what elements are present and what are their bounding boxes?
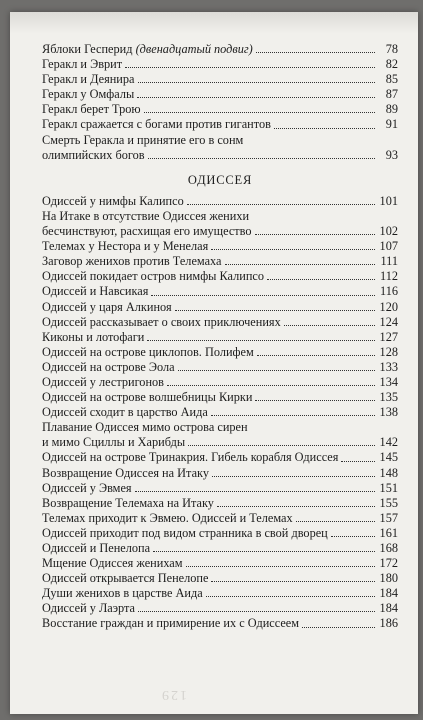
dot-leader [274, 128, 375, 129]
toc-entry [42, 42, 398, 57]
dot-leader [151, 295, 375, 296]
toc-entry-title-text: Геракл берет Трою [42, 102, 141, 117]
toc-entry [42, 496, 398, 511]
toc-entry-page: 89 [385, 102, 398, 117]
toc-entry-page: 82 [385, 57, 398, 72]
table-of-contents [42, 42, 398, 632]
dot-leader [153, 551, 375, 552]
toc-entry-title-text: Мщение Одиссея женихам [42, 556, 183, 571]
dot-leader [167, 385, 375, 386]
dot-leader [175, 310, 375, 311]
toc-entry-page: 112 [380, 269, 398, 284]
toc-entry-title [42, 87, 134, 102]
toc-entry-title-text: Одиссей сходит в царство Аида [42, 405, 208, 420]
toc-entry [42, 571, 398, 586]
toc-entry [42, 87, 398, 102]
toc-entry-page: 180 [379, 571, 398, 586]
dot-leader [138, 82, 376, 83]
dot-leader [137, 97, 375, 98]
dot-leader [255, 400, 375, 401]
toc-entry-title-text: Одиссей у Эвмея [42, 480, 132, 495]
toc-entry-page: 186 [379, 616, 398, 631]
toc-entry [42, 375, 398, 390]
toc-entry-page: 151 [379, 480, 398, 495]
toc-entry-title [42, 511, 293, 526]
toc-entry-title-text: Одиссей приходит под видом странника в свой дворец [42, 525, 328, 540]
toc-entry [42, 194, 398, 209]
toc-entry [42, 133, 398, 163]
toc-entry-title [42, 330, 144, 345]
toc-entry-title [42, 450, 338, 465]
toc-entry-title [42, 481, 132, 496]
toc-entry-title [42, 375, 164, 390]
page-top-shadow [10, 12, 418, 34]
dot-leader [138, 611, 375, 612]
toc-entry-title [42, 57, 122, 72]
toc-entry-title-text: Геракл и Деянира [42, 72, 135, 87]
dot-leader [144, 112, 375, 113]
toc-entry-title [42, 42, 253, 57]
toc-entry-page: 133 [379, 359, 398, 374]
toc-entry-page: 124 [379, 314, 398, 329]
toc-entry-page: 93 [385, 147, 398, 162]
toc-entry-title-line1: На Итаке в отсутствие Одиссея женихи [42, 208, 250, 223]
odyssey-list [42, 194, 398, 632]
toc-entry-title-line2: олимпийских богов [42, 147, 145, 162]
dot-leader [135, 491, 375, 492]
dot-leader [212, 476, 375, 477]
toc-entry-title [42, 117, 271, 132]
toc-entry-subtitle: (двенадцатый подвиг) [135, 42, 253, 56]
dot-leader [206, 596, 375, 597]
dot-leader [256, 52, 375, 53]
toc-entry [42, 300, 398, 315]
dot-leader [257, 355, 375, 356]
toc-entry-title [42, 541, 150, 556]
toc-entry [42, 269, 398, 284]
toc-entry [42, 315, 398, 330]
toc-entry-title-text: Одиссей и Навсикая [42, 284, 149, 299]
book-page [10, 12, 418, 714]
toc-entry [42, 360, 398, 375]
toc-entry-page: 172 [379, 556, 398, 571]
toc-entry-title-text: Одиссей у лестригонов [42, 374, 164, 389]
toc-entry-title-text: Телемах у Нестора и у Менелая [42, 239, 209, 254]
dot-leader [147, 340, 375, 341]
dot-leader [211, 249, 375, 250]
toc-entry-title-line1: Плавание Одиссея мимо острова сирен [42, 420, 248, 435]
toc-entry-title [42, 102, 141, 117]
toc-entry [42, 390, 398, 405]
toc-entry-page: 184 [379, 586, 398, 601]
toc-entry [42, 284, 398, 299]
toc-entry [42, 254, 398, 269]
toc-entry-page: 157 [379, 510, 398, 525]
dot-leader [211, 581, 375, 582]
toc-entry-title [42, 405, 208, 420]
toc-entry-line2 [42, 224, 398, 239]
toc-entry-page: 155 [379, 495, 398, 510]
toc-entry-line2 [42, 148, 398, 163]
toc-entry [42, 466, 398, 481]
toc-entry [42, 511, 398, 526]
toc-entry-title-text: Заговор женихов против Телемаха [42, 254, 222, 269]
dot-leader [341, 461, 375, 462]
toc-entry-page: 111 [380, 254, 398, 269]
toc-entry-page: 91 [385, 117, 398, 132]
toc-entry-title [42, 284, 148, 299]
toc-entry [42, 239, 398, 254]
toc-entry [42, 72, 398, 87]
dot-leader [125, 67, 375, 68]
dot-leader [217, 506, 375, 507]
toc-entry-title-text: Души женихов в царстве Аида [42, 586, 203, 601]
dot-leader [186, 566, 375, 567]
toc-entry [42, 616, 398, 631]
toc-entry-page: 107 [379, 239, 398, 254]
dot-leader [284, 325, 375, 326]
dot-leader [187, 204, 375, 205]
toc-entry-title [42, 571, 208, 586]
toc-entry-page: 127 [379, 329, 398, 344]
greek-myths-list [42, 42, 398, 163]
toc-entry [42, 586, 398, 601]
toc-entry-page: 142 [379, 435, 398, 450]
dot-leader [225, 264, 375, 265]
dot-leader [178, 370, 375, 371]
toc-entry-title-text: Одиссей и Пенелопа [42, 541, 151, 555]
toc-entry-title [42, 526, 328, 541]
toc-entry-title-text: Геракл и Эврит [42, 57, 123, 72]
toc-entry-title [42, 269, 264, 284]
toc-entry-title-text: Одиссей у царя Алкиноя [42, 299, 172, 314]
toc-entry-page: 116 [380, 284, 398, 299]
toc-entry-title-text: Одиссей рассказывает о своих приключениях [42, 314, 281, 329]
toc-entry-title-text: Одиссей на острове Тринакрия. Гибель корабля Одиссея [42, 450, 339, 465]
toc-entry-title-text: Киконы и лотофаги [42, 329, 145, 344]
toc-entry [42, 330, 398, 345]
toc-entry-title-line1: Смерть Геракла и принятие его в сонм [42, 132, 244, 147]
toc-entry-page: 87 [385, 87, 398, 102]
toc-entry-title [42, 254, 222, 269]
toc-entry-title [42, 300, 172, 315]
toc-entry-title-line2: и мимо Сциллы и Харибды [42, 435, 186, 450]
toc-entry-page: 78 [385, 42, 398, 56]
toc-entry-page: 120 [379, 299, 398, 314]
toc-entry-title-text: Одиссей на острове Эола [42, 359, 175, 374]
toc-entry-title [42, 466, 209, 481]
toc-entry-title-text: Возвращение Одиссея на Итаку [42, 465, 209, 480]
toc-entry-page: 138 [379, 405, 398, 420]
dot-leader [211, 415, 375, 416]
toc-entry-title-text: Восстание граждан и примирение их с Одиссеем [42, 616, 300, 631]
toc-entry-title-text: Телемах приходит к Эвмею. Одиссей и Телемах [42, 510, 293, 525]
toc-entry-page: 102 [379, 224, 398, 239]
toc-entry [42, 345, 398, 360]
toc-entry-page: 148 [379, 465, 398, 480]
dot-leader [148, 158, 375, 159]
toc-entry-title-text: Одиссей у нимфы Калипсо [42, 193, 184, 208]
toc-entry-title-text: Яблоки Гесперид [42, 42, 133, 56]
toc-entry-page: 168 [379, 541, 398, 555]
dot-leader [188, 445, 375, 446]
toc-entry-title-text: Одиссей открывается Пенелопе [42, 571, 209, 586]
dot-leader [302, 627, 375, 628]
dot-leader [331, 536, 375, 537]
toc-entry [42, 481, 398, 496]
toc-entry-line2 [42, 435, 398, 450]
toc-entry-title [42, 239, 208, 254]
toc-entry-title-text: Геракл у Омфалы [42, 87, 135, 102]
toc-entry [42, 556, 398, 571]
toc-entry-title-text: Геракл сражается с богами против гигантов [42, 117, 271, 132]
bleed-through-page-number: 129 [160, 687, 187, 702]
toc-entry-title [42, 601, 135, 616]
toc-entry-title-text: Одиссей на острове волшебницы Кирки [42, 390, 253, 405]
dot-leader [296, 521, 375, 522]
toc-entry-title [42, 390, 252, 405]
toc-entry [42, 102, 398, 117]
toc-entry [42, 57, 398, 72]
toc-entry-title [42, 616, 299, 631]
toc-entry-page: 135 [379, 390, 398, 405]
toc-entry [42, 420, 398, 450]
toc-entry-page: 184 [379, 601, 398, 616]
toc-entry [42, 117, 398, 132]
toc-entry-title [42, 360, 175, 375]
toc-entry-title-text: Одиссей у Лаэрта [42, 601, 136, 616]
toc-entry [42, 450, 398, 465]
dot-leader [255, 234, 375, 235]
toc-entry-title [42, 586, 203, 601]
dot-leader [267, 279, 375, 280]
toc-entry-title [42, 496, 214, 511]
toc-entry-title [42, 72, 135, 87]
toc-entry-page: 134 [379, 374, 398, 389]
toc-entry-page: 161 [379, 525, 398, 540]
toc-entry-title-text: Одиссей покидает остров нимфы Калипсо [42, 269, 265, 284]
toc-entry-page: 101 [379, 193, 398, 208]
toc-entry-title [42, 315, 281, 330]
toc-entry-page: 85 [385, 72, 398, 87]
toc-entry-title [42, 556, 183, 571]
toc-entry-title-line2: бесчинствуют, расхищая его имущество [42, 224, 252, 239]
toc-entry-title [42, 345, 254, 360]
toc-entry-title [42, 194, 184, 209]
toc-entry-title-text: Одиссей на острове циклопов. Полифем [42, 344, 254, 359]
toc-entry [42, 405, 398, 420]
section-heading-odyssey: ОДИССЕЯ [187, 172, 253, 187]
toc-entry-page: 128 [379, 344, 398, 359]
toc-entry-title-text: Возвращение Телемаха на Итаку [42, 495, 214, 510]
toc-entry [42, 526, 398, 541]
toc-entry [42, 209, 398, 239]
toc-entry-page: 145 [379, 450, 398, 465]
toc-entry [42, 601, 398, 616]
toc-entry [42, 541, 398, 556]
